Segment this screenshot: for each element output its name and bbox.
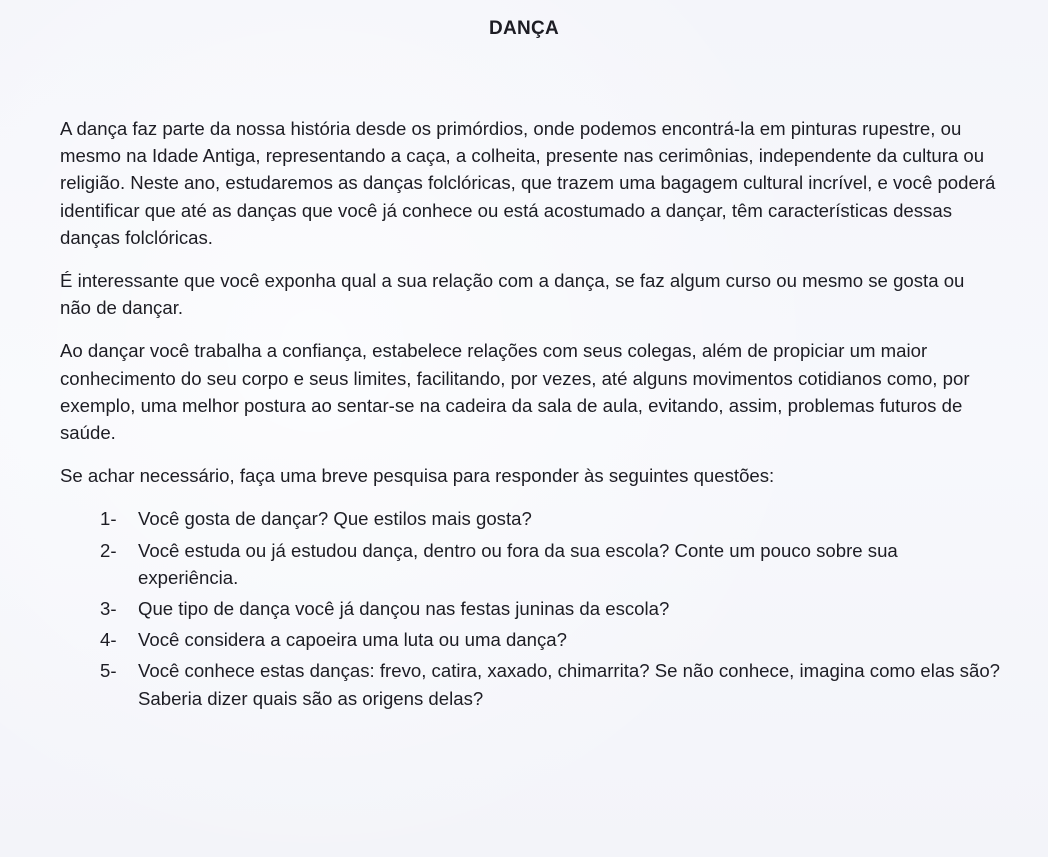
question-item <box>100 537 1000 591</box>
question-text: Que tipo de dança você já dançou nas festas juninas da escola? <box>138 598 670 620</box>
paragraph-relation: É interessante que você exponha qual a sua relação com a dança, se faz algum curso ou mesmo se gosta ou não de dançar. <box>60 270 965 319</box>
question-text: Você gosta de dançar? Que estilos mais gosta? <box>138 508 532 530</box>
question-text: Você estuda ou já estudou dança, dentro ou fora da sua escola? Conte um pouco sobre sua experiência. <box>138 539 898 588</box>
document-body <box>60 115 1000 716</box>
question-item <box>100 626 1000 653</box>
paragraph-intro: A dança faz parte da nossa história desde os primórdios, onde podemos encontrá-la em pinturas rupestre, ou mesmo na Idade Antiga, representando a caça, a colheita, presente nas cerimônias, independente da cultura ou religião. Neste ano, estudaremos as danças folclóricas, que trazem uma bagagem cultural incrível, e você poderá identificar que até as danças que você já conhece ou está acostumado a dançar, têm características dessas danças folclóricas. <box>60 118 996 248</box>
question-number: 2- <box>100 539 117 561</box>
question-number: 4- <box>100 629 117 651</box>
paragraph-benefits: Ao dançar você trabalha a confiança, estabelece relações com seus colegas, além de propiciar um maior conhecimento do seu corpo e seus limites, facilitando, por vezes, até alguns movimentos cotidianos como, por exemplo, uma melhor postura ao sentar-se na cadeira da sala de aula, evitando, assim, problemas futuros de saúde. <box>60 340 970 444</box>
question-item <box>100 595 1000 622</box>
question-number: 5- <box>100 660 117 682</box>
question-list <box>60 505 1000 711</box>
document-title: DANÇA <box>488 18 560 39</box>
question-item <box>100 657 1000 711</box>
question-text: Você conhece estas danças: frevo, catira, xaxado, chimarrita? Se não conhece, imagina como elas são? Saberia dizer quais são as origens delas? <box>138 660 1001 709</box>
question-number: 1- <box>100 508 117 530</box>
question-text: Você considera a capoeira uma luta ou uma dança? <box>138 629 567 651</box>
paragraph-instructions: Se achar necessário, faça uma breve pesquisa para responder às seguintes questões: <box>60 465 775 487</box>
question-item <box>100 505 1000 532</box>
question-number: 3- <box>100 598 117 620</box>
